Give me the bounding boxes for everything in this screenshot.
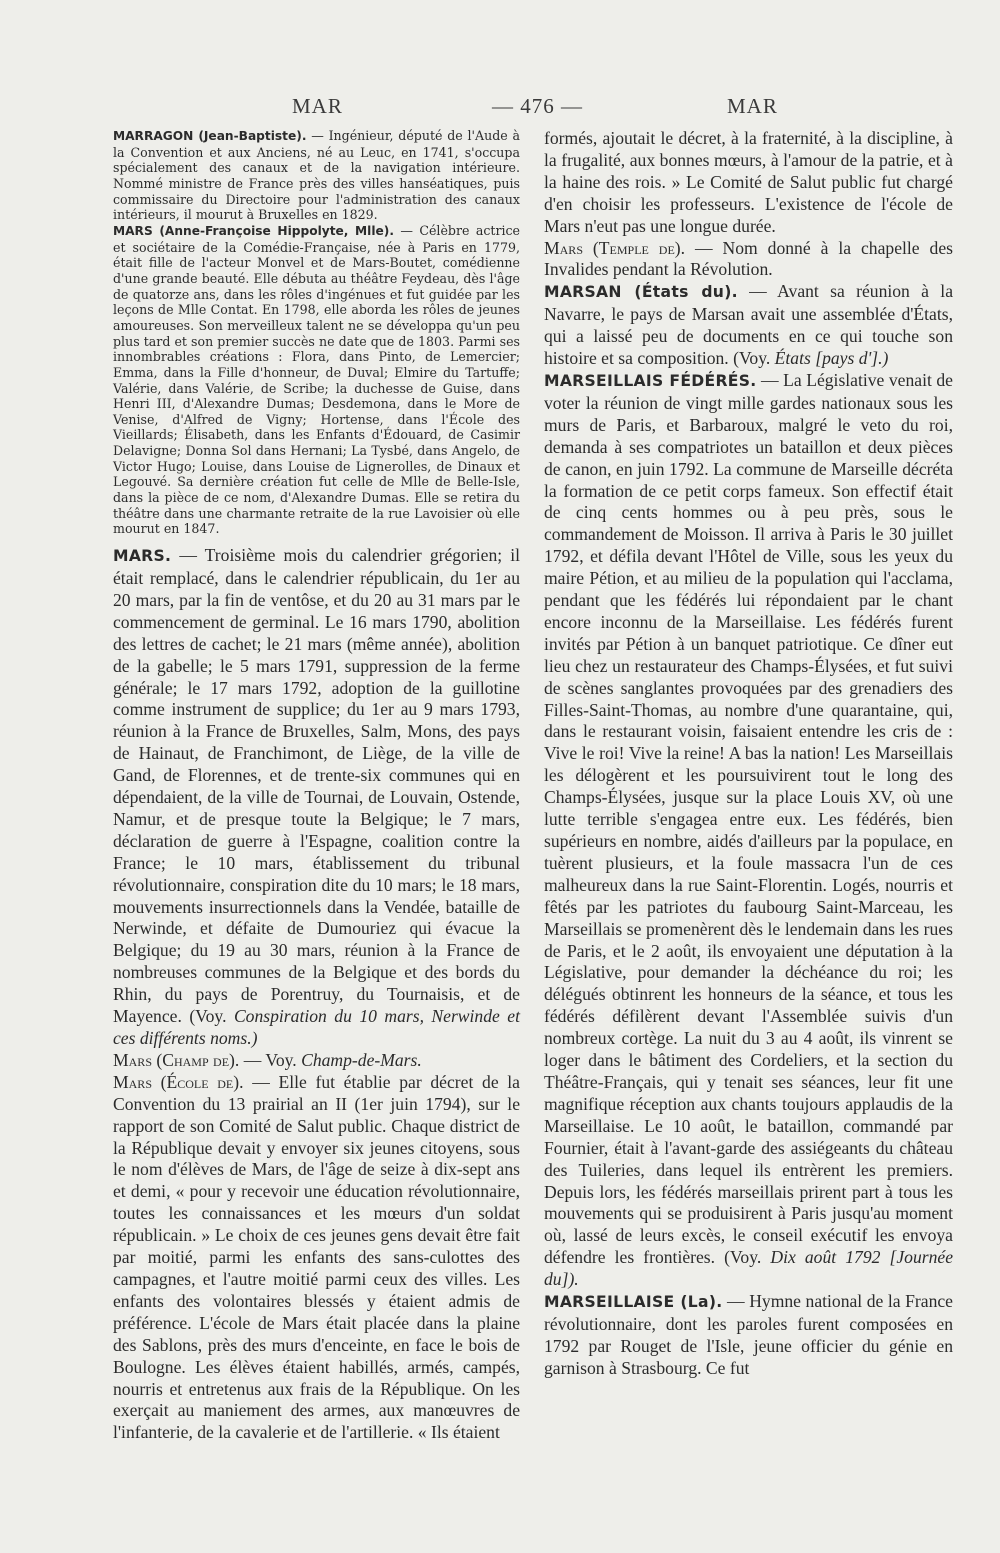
entry-text: — Voy.	[239, 1049, 302, 1070]
entry-marragon	[113, 128, 520, 223]
right-column	[544, 128, 953, 1380]
entry-headword: Mars (Champ de).	[113, 1049, 240, 1070]
entry-text: — Hymne national de la France révolutionnaire, dont les paroles furent composées en 1792 par Rouget de l'Isle, jeune officier du génie en garnison à Strasbourg. Ce fut	[544, 1291, 953, 1378]
entry-ecole-continuation	[544, 128, 953, 238]
entry-text: formés, ajoutait le décret, à la fraternité, à la discipline, à la frugalité, aux bonnes mœurs, à l'amour de la patrie, et à la haine des rois. » Le Comité de Salut public fut chargé d'en choisir les professeurs. L'existence de l'école de Mars n'eut pas une longue durée.	[544, 128, 953, 236]
header-left-word: MAR	[292, 94, 343, 118]
entry-headword: MARRAGON (Jean-Baptiste).	[113, 129, 307, 143]
entry-text: — La Législative venait de voter la réunion de vingt mille gardes nationaux sous les murs de Paris, et Barbaroux, malgré le veto du roi, demanda à ses compatriotes un bataillon et deux pièces de canon, en juin 1792. La commune de Marseille décréta la formation de ce petit corps fameux. Son effectif était de cinq cents hommes ou à peu près, sous le commandement de Moisson. Il arriva à Paris le 30 juillet 1792, et défila devant l'Hôtel de Ville, sous les yeux du maire Pétion, et au milieu de la population qui l'acclama, pendant que les fédérés lui répondaient par le chant encore inconnu de la Marseillaise. Les fédérés furent invités par Pétion à un banquet patriotique. Ce dîner eut lieu chez un restaurateur des Champs-Élysées, et fut suivi de scènes sanglantes provoquées par des grenadiers des Filles-Saint-Thomas, au nombre d'une quarantaine, qui, dans le restaurant voisin, faisaient entendre les cris de : Vive le roi! Vive la reine! A bas la nation! Les Marseillais les délogèrent et les poursuivirent tout le long des Champs-Élysées, jusque sur la place Louis XV, où une lutte terrible s'engagea entre eux. Les fédérés, bien supérieurs en nombre, aidés d'ailleurs par la populace, en tuèrent plusieurs, et la foule massacra l'un de ces malheureux dans la rue Saint-Florentin. Logés, nourris et fêtés par les patriotes du faubourg Saint-Marceau, les Marseillais se promenèrent dès le lendemain dans les rues de Paris, et le 2 août, ils envoyaient une députation à la Législative, pour demander la déchéance du roi; les délégués obtinrent les honneurs de la séance, et tous les fédérés défilèrent devant l'Assemblée suivis d'un nombreux cortège. La nuit du 3 au 4 août, ils vinrent se loger dans le bâtiment des Cordeliers, et la section du Théâtre-Français, qui y tenait ses séances, leur fit une magnifique réception aux chants toujours applaudis de la Marseillaise. Le 10 août, le bataillon, commandé par Fournier, était à l'avant-garde des assiégeants du château des Tuileries, dans lequel ils entrèrent les premiers. Depuis lors, les fédérés marseillais prirent part à tous les mouvements qui se produisirent à Paris jusqu'au moment où, lassé de leurs excès, le conseil exécutif les envoya défendre les frontières. (Voy.	[544, 369, 953, 1268]
entry-marseillais-federes	[544, 370, 953, 1291]
entry-headword: MARSAN (États du).	[544, 283, 738, 302]
entry-mars-mois	[113, 545, 520, 1050]
entry-text: — Avant sa réunion à la Navarre, le pays de Marsan avait une assemblée d'États, qui a laissé peu de documents en ce qui touche son histoire et sa composition. (Voy.	[544, 281, 953, 369]
entry-marseillaise	[544, 1291, 953, 1380]
entry-marsan	[544, 281, 953, 370]
entry-headword: MARS.	[113, 547, 172, 566]
entry-headword: MARSEILLAIS FÉDÉRÉS.	[544, 371, 757, 390]
header-right-word: MAR	[727, 94, 778, 118]
entry-headword: MARS (Anne-Françoise Hippolyte, Mlle).	[113, 223, 394, 238]
page-number: — 476 —	[492, 94, 583, 118]
running-header	[0, 94, 1000, 118]
entry-headword: Mars (Temple de).	[544, 237, 686, 258]
left-column	[113, 128, 520, 1444]
entry-headword: MARSEILLAISE (La).	[544, 1293, 723, 1312]
entry-champ-de-mars	[113, 1050, 520, 1072]
entry-headword: Mars (École de).	[113, 1071, 244, 1092]
entry-temple-de-mars	[544, 238, 953, 282]
cross-reference: États [pays d'].)	[774, 348, 889, 369]
entry-ecole-de-mars	[113, 1072, 520, 1444]
cross-reference: Champ-de-Mars.	[301, 1049, 422, 1070]
entry-text: — Elle fut établie par décret de la Convention du 13 prairial an II (1er juin 1794), sur le rapport de son Comité de Salut public. Chaque district de la République devait y envoyer six jeunes citoyens, sous le nom d'élèves de Mars, de l'âge de seize à dix-sept ans et demi, « pour y recevoir une éducation révolutionnaire, toutes les connaissances et les mœurs d'un soldat républicain. » Le choix de ces jeunes gens devait être fait par moitié, parmi les enfants des sans-culottes des campagnes, et l'autre moitié parmi ceux des villes. Les enfants des volontaires blessés y étaient admis de préférence. L'école de Mars était placée dans la plaine des Sablons, près des murs d'enceinte, en face le bois de Boulogne. Les élèves étaient habillés, armés, campés, nourris et entretenus aux frais de la République. On les exerçait au maniement des armes, aux manœuvres de l'infanterie, de la cavalerie et de l'artillerie. « Ils étaient	[113, 1071, 520, 1443]
entry-text: — Célèbre actrice et sociétaire de la Comédie-Française, née à Paris en 1779, était fille de l'acteur Monvel et de Mars-Boutet, comédienne d'une grande beauté. Elle débuta au théâtre Feydeau, dès l'âge de quatorze ans, dans les rôles d'ingénues et fut guidée par les leçons de Mlle Contat. En 1798, elle aborda les rôles de jeunes amoureuses. Son merveilleux talent ne se développa qu'un peu plus tard et son premier succès ne date que de 1803. Parmi ses innombrables créations : Flora, dans Pinto, de Lemercier; Emma, dans la Fille d'honneur, de Duval; Elmire du Tartuffe; Valérie, dans Valérie, de Scribe; la duchesse de Guise, dans Henri III, d'Alexandre Dumas; Desdemona, dans le More de Venise, d'Alfred de Vigny; Hortense, dans l'École des Vieillards; Élisabeth, dans les Enfants d'Édouard, de Casimir Delavigne; Donna Sol dans Hernani; La Tysbé, dans Angelo, de Victor Hugo; Louise, dans Louise de Lignerolles, de Dinaux et Legouvé. Sa dernière création fut celle de Mlle de Belle-Isle, dans la pièce de ce nom, d'Alexandre Dumas. Elle se retira du théâtre dans une charmante retraite de la rue Lavoisier où elle mourut en 1847.	[113, 222, 521, 537]
entry-text: — Nom donné à la chapelle des Invalides pendant la Révolution.	[544, 237, 953, 280]
cross-reference: Dix août 1792 [Journée du]).	[544, 1247, 953, 1290]
entry-mars-actrice	[113, 223, 520, 537]
entry-text: — Troisième mois du calendrier grégorien; il était remplacé, dans le calendrier républicain, du 1er au 20 mars, par la fin de ventôse, et du 20 au 31 mars par le commencement de germinal. Le 16 mars 1790, abolition des lettres de cachet; le 21 mars (même année), abolition de la gabelle; le 5 mars 1791, suppression de la ferme générale; le 17 mars 1792, adoption de la guillotine comme instrument de supplice; du 1er au 9 mars 1793, réunion à la France de Bruxelles, Salm, Mons, des pays de Hainaut, de Franchimont, de Liège, de la ville de Gand, de Florennes, et de trente-six communes qui en dépendaient, de la ville de Tournai, de Louvain, Ostende, Namur, et de presque toute la Belgique; le 7 mars, déclaration de guerre à l'Espagne, coalition contre la France; le 10 mars, établissement du tribunal révolutionnaire, conspiration dite du 10 mars; le 18 mars, mouvements insurrectionnels dans la Vendée, bataille de Nerwinde, et défaite de Dumouriez qui évacue la Belgique; du 19 au 30 mars, réunion à la France de nombreuses communes de la Belgique et des bords du Rhin, du pays de Porentruy, du Tournaisis, et de Mayence. (Voy.	[113, 545, 520, 1027]
entry-text: — Ingénieur, député de l'Aude à la Convention et aux Anciens, né au Leuc, en 1741, s'occupa spécialement des canaux et de la navigation intérieure. Nommé ministre de France près des villes hanséatiques, puis commissaire du Directoire pour l'administration des canaux intérieurs, il mourut à Bruxelles en 1829.	[113, 128, 520, 223]
cross-reference: Conspiration du 10 mars, Nerwinde et ces différents noms.)	[113, 1006, 520, 1048]
